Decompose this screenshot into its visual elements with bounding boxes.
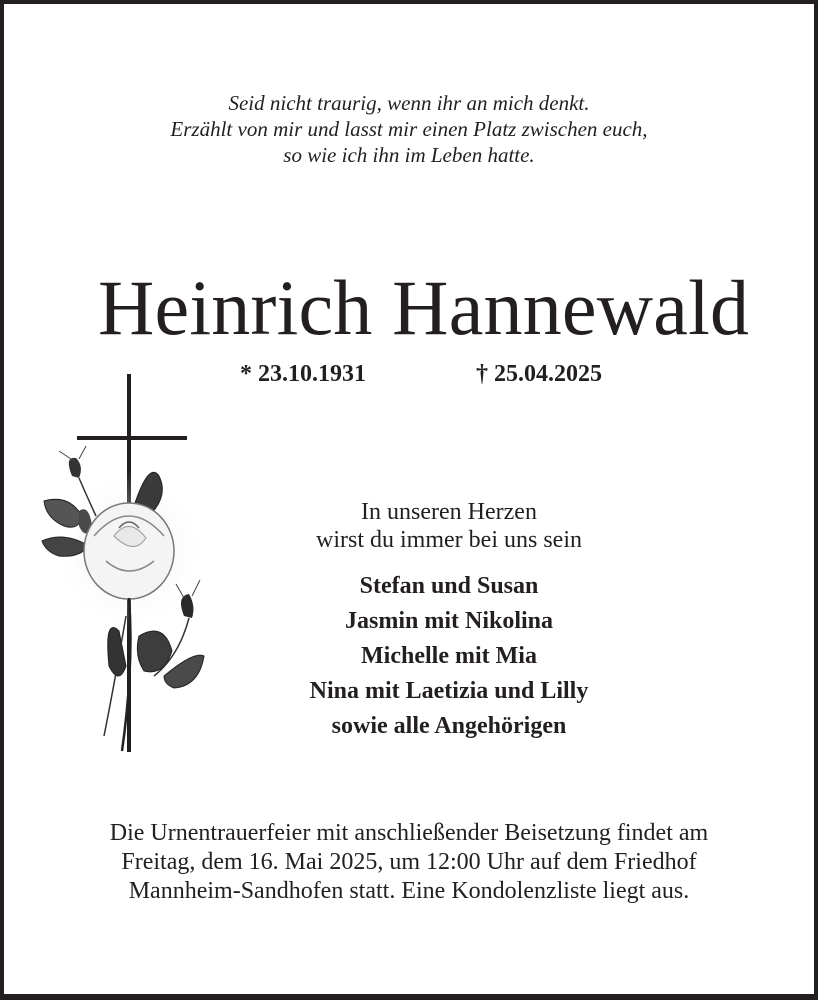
mourner-line: Jasmin mit Nikolina — [344, 608, 554, 634]
mourner-line: Nina mit Laetizia und Lilly — [309, 678, 589, 704]
obituary-page — [4, 4, 814, 994]
notice-line: Mannheim-Sandhofen statt. Eine Kondolenzliste liegt aus. — [128, 878, 690, 904]
cross-with-rose-icon — [34, 366, 214, 756]
notice-line: Freitag, dem 16. Mai 2025, um 12:00 Uhr auf dem Friedhof — [121, 849, 697, 875]
motto-line: wirst du immer bei uns sein — [316, 527, 582, 553]
mourner-line: Michelle mit Mia — [361, 643, 537, 669]
deceased-name: Heinrich Hannewald — [98, 264, 750, 351]
mourner-line: Stefan und Susan — [359, 573, 539, 599]
mourners-list — [244, 569, 654, 744]
verse-line: Erzählt von mir und lasst mir einen Platz zwischen euch, — [170, 117, 648, 141]
mourner-line: sowie alle Angehörigen — [331, 713, 567, 739]
birth-date: * 23.10.1931 — [240, 361, 366, 387]
funeral-notice — [4, 819, 814, 906]
verse-line: so wie ich ihn im Leben hatte. — [283, 143, 535, 167]
motto — [244, 498, 654, 554]
death-date: † 25.04.2025 — [476, 361, 602, 387]
notice-line: Die Urnentrauerfeier mit anschließender Beisetzung findet am — [109, 820, 709, 846]
verse-quote — [4, 90, 814, 168]
motto-line: In unseren Herzen — [361, 499, 537, 525]
verse-line: Seid nicht traurig, wenn ihr an mich denkt. — [228, 91, 590, 115]
